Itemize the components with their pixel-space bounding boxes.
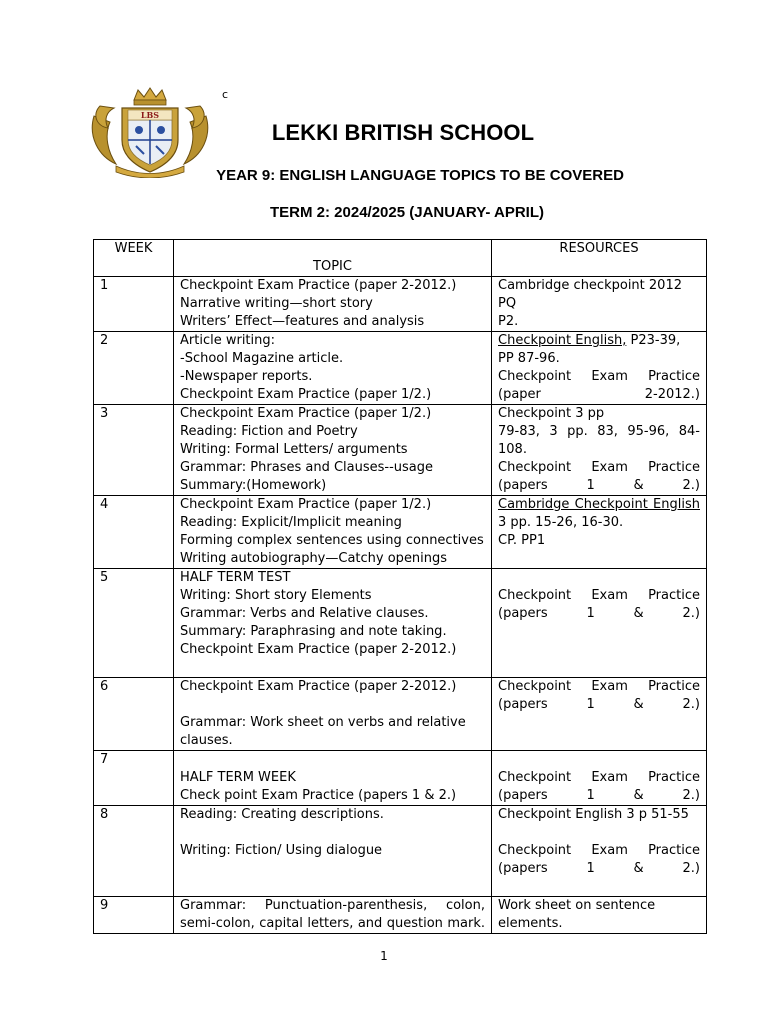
table-row	[94, 806, 707, 897]
table-row	[94, 405, 707, 496]
resource-book-title: Checkpoint English,	[498, 333, 627, 348]
resource-line: elements.	[498, 916, 563, 931]
topic-line: Forming complex sentences using connectives	[180, 533, 484, 548]
table-row	[94, 332, 707, 405]
resources-cell	[492, 569, 707, 678]
term-heading: TERM 2: 2024/2025 (JANUARY- APRIL)	[270, 204, 544, 221]
topic-line	[180, 824, 485, 842]
svg-text:LBS: LBS	[140, 110, 160, 120]
topic-line: Writing: Short story Elements	[180, 588, 372, 603]
topic-line	[180, 860, 485, 878]
topic-line: Checkpoint Exam Practice (paper 2-2012.)	[180, 679, 457, 694]
topic-cell	[174, 405, 492, 496]
resource-line: (papers 1 & 2.)	[498, 478, 700, 493]
week-cell: 1	[94, 277, 174, 332]
topic-line: Reading: Creating descriptions.	[180, 807, 384, 822]
table-row	[94, 897, 707, 934]
page-number: 1	[380, 949, 388, 963]
topic-line: Grammar: Punctuation-parenthesis, colon,	[180, 898, 485, 913]
resource-line: CP. PP1	[498, 533, 546, 548]
topic-line: Checkpoint Exam Practice (paper 1/2.)	[180, 387, 432, 402]
topic-line: -School Magazine article.	[180, 351, 344, 366]
table-row	[94, 751, 707, 806]
topic-line	[180, 751, 485, 769]
resource-line: Checkpoint Exam Practice	[498, 369, 700, 384]
topic-line: Reading: Fiction and Poetry	[180, 424, 358, 439]
resources-cell	[492, 277, 707, 332]
table-row	[94, 496, 707, 569]
week-cell: 6	[94, 678, 174, 751]
topic-line	[180, 696, 485, 714]
topic-line: Grammar: Phrases and Clauses--usage	[180, 460, 434, 475]
topic-line: Grammar: Verbs and Relative clauses.	[180, 606, 429, 621]
topic-line: Reading: Explicit/Implicit meaning	[180, 515, 402, 530]
topic-header: TOPIC	[174, 240, 492, 277]
topic-line: Narrative writing—short story	[180, 296, 373, 311]
topic-cell	[174, 751, 492, 806]
resource-line: Checkpoint 3 pp	[498, 406, 605, 421]
resource-line	[498, 824, 700, 842]
table-row	[94, 277, 707, 332]
topic-line: Checkpoint Exam Practice (paper 2-2012.)	[180, 278, 457, 293]
topic-line: Writers’ Effect—features and analysis	[180, 314, 425, 329]
resource-line: Checkpoint English 3 p 51-55	[498, 807, 689, 822]
resource-line: (papers 1 & 2.)	[498, 861, 700, 876]
document-subtitle: YEAR 9: ENGLISH LANGUAGE TOPICS TO BE COVERED	[216, 167, 624, 184]
week-header: WEEK	[94, 240, 174, 277]
resources-cell	[492, 496, 707, 569]
resource-line: P2.	[498, 314, 519, 329]
resource-line: Checkpoint Exam Practice	[498, 843, 700, 858]
resource-line	[498, 569, 700, 587]
resources-cell	[492, 405, 707, 496]
topic-line: -Newspaper reports.	[180, 369, 313, 384]
resources-cell	[492, 751, 707, 806]
week-cell: 4	[94, 496, 174, 569]
topic-line: Writing: Fiction/ Using dialogue	[180, 843, 383, 858]
resource-line: (papers 1 & 2.)	[498, 606, 700, 621]
resource-line: (papers 1 & 2.)	[498, 697, 700, 712]
week-cell: 3	[94, 405, 174, 496]
stray-character: c	[222, 88, 229, 101]
table-row	[94, 678, 707, 751]
school-name: LEKKI BRITISH SCHOOL	[271, 120, 535, 145]
resources-cell	[492, 897, 707, 934]
week-cell: 8	[94, 806, 174, 897]
topic-cell	[174, 277, 492, 332]
resources-header: RESOURCES	[492, 240, 707, 277]
topic-cell	[174, 806, 492, 897]
resources-cell	[492, 332, 707, 405]
topic-line: Summary: Paraphrasing and note taking.	[180, 624, 447, 639]
topic-line: clauses.	[180, 733, 233, 748]
week-cell: 2	[94, 332, 174, 405]
topic-line: Check point Exam Practice (papers 1 & 2.)	[180, 788, 457, 803]
week-cell: 9	[94, 897, 174, 934]
resource-line: (papers 1 & 2.)	[498, 788, 700, 803]
resource-line: Checkpoint Exam Practice	[498, 588, 700, 603]
topic-cell	[174, 332, 492, 405]
topic-cell	[174, 496, 492, 569]
topic-line: Writing: Formal Letters/ arguments	[180, 442, 408, 457]
resource-line	[498, 496, 700, 514]
table-row	[94, 569, 707, 678]
topic-line: HALF TERM TEST	[180, 570, 291, 585]
week-cell: 5	[94, 569, 174, 678]
resource-line: Checkpoint Exam Practice	[498, 770, 700, 785]
resource-line: Checkpoint Exam Practice	[498, 679, 700, 694]
resource-line: (paper 2-2012.)	[498, 387, 700, 402]
resource-book-title: Cambridge Checkpoint English	[498, 497, 700, 512]
table-body	[94, 277, 707, 934]
topic-line: Summary:(Homework)	[180, 478, 327, 493]
topic-line: semi-colon, capital letters, and question mark.	[180, 916, 485, 931]
resource-line: Cambridge checkpoint 2012 PQ	[498, 278, 682, 311]
resource-line	[498, 751, 700, 769]
topic-line	[180, 878, 485, 896]
resource-line: 3 pp. 15-26, 16-30.	[498, 515, 624, 530]
topic-line: Writing autobiography—Catchy openings	[180, 551, 448, 566]
resource-line: PP 87-96.	[498, 351, 560, 366]
topic-cell	[174, 569, 492, 678]
resource-line: 79-83, 3 pp. 83, 95-96, 84-108.	[498, 424, 700, 457]
topic-line	[180, 659, 485, 677]
topic-line: Article writing:	[180, 333, 276, 348]
topic-cell	[174, 897, 492, 934]
week-cell: 7	[94, 751, 174, 806]
topic-line: Grammar: Work sheet on verbs and relative	[180, 715, 466, 730]
topic-line: HALF TERM WEEK	[180, 770, 296, 785]
resources-cell	[492, 806, 707, 897]
table-header-row	[94, 240, 707, 277]
topic-line: Checkpoint Exam Practice (paper 1/2.)	[180, 497, 432, 512]
resources-cell	[492, 678, 707, 751]
resource-line: Work sheet on sentence	[498, 898, 656, 913]
resource-line	[498, 332, 700, 350]
resource-line: Checkpoint Exam Practice	[498, 460, 700, 475]
topic-cell	[174, 678, 492, 751]
topics-table	[93, 239, 707, 934]
topic-line: Checkpoint Exam Practice (paper 2-2012.)	[180, 642, 457, 657]
resource-pages: P23-39,	[626, 333, 681, 348]
topic-line: Checkpoint Exam Practice (paper 1/2.)	[180, 406, 432, 421]
